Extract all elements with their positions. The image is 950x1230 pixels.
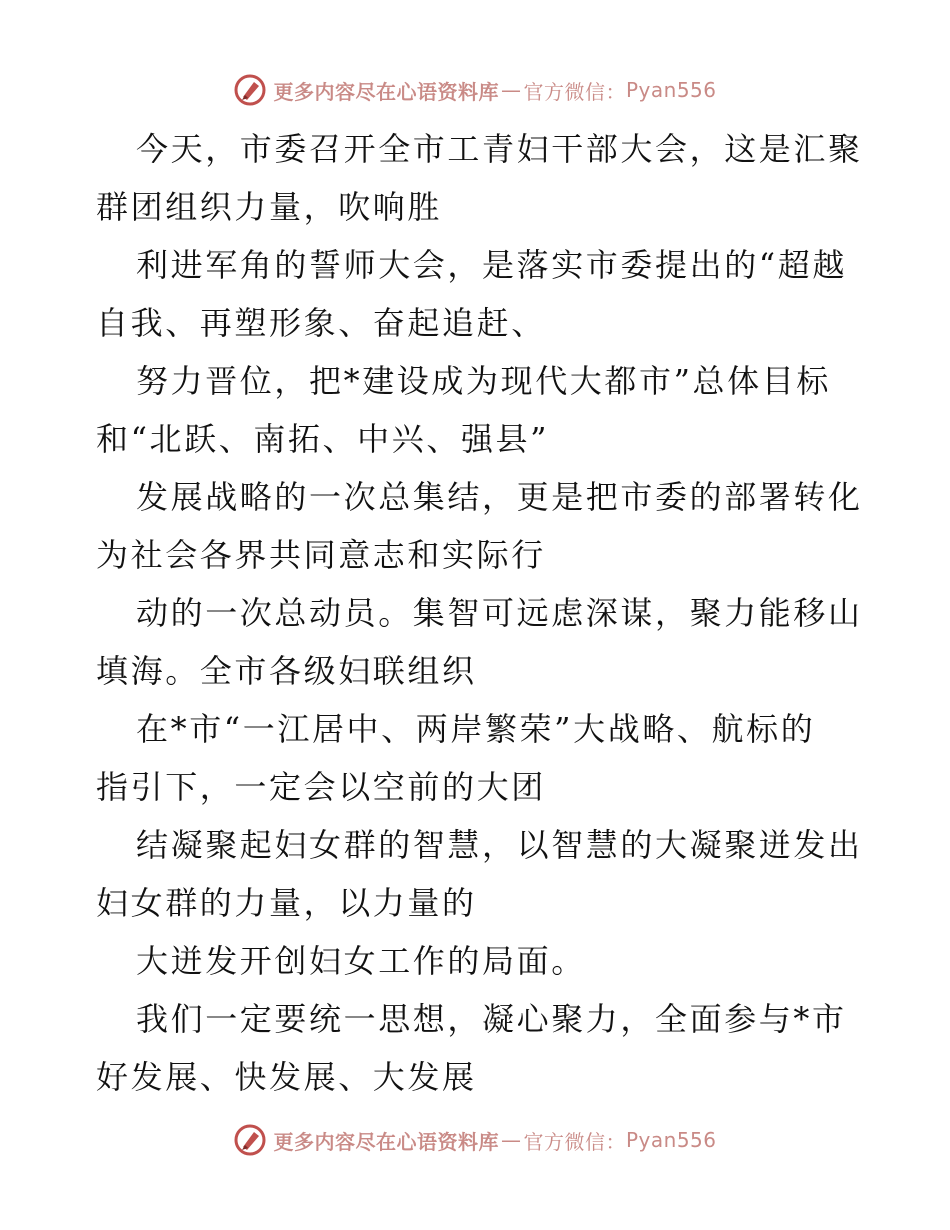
banner-wechat-id: Pyan556 — [625, 1128, 717, 1152]
banner-separator: — — [500, 78, 522, 102]
paragraph-line: 在*市“一江居中、两岸繁荣”大战略、航标的 — [136, 710, 816, 748]
banner-wechat-id: Pyan556 — [625, 78, 717, 102]
paragraph — [96, 352, 856, 468]
paragraph — [96, 932, 856, 990]
banner-wechat-label: 官方微信： — [523, 1129, 626, 1154]
paragraph-line: 好发展、快发展、大发展 — [96, 1058, 477, 1096]
paragraph-line: 结凝聚起妇女群的智慧，以智慧的大凝聚迸发出 — [136, 826, 863, 864]
paragraph-line: 为社会各界共同意志和实际行 — [96, 536, 546, 574]
paragraph-line: 填海。全市各级妇联组织 — [96, 652, 477, 690]
paragraph-line: 我们一定要统一思想，凝心聚力，全面参与*市 — [136, 1000, 847, 1038]
banner-wechat-label: 官方微信： — [523, 79, 626, 104]
paragraph — [96, 584, 863, 700]
paragraph — [96, 816, 863, 932]
paragraph — [96, 120, 863, 236]
paragraph-line: 自我、再塑形象、奋起追赶、 — [96, 304, 546, 342]
paragraph — [96, 468, 863, 584]
paragraph — [96, 700, 856, 816]
paragraph-line: 努力晋位，把*建设成为现代大都市”总体目标 — [136, 362, 831, 400]
header-banner — [0, 70, 950, 110]
banner-title: 更多内容尽在心语资料库 — [273, 1129, 499, 1154]
paragraph — [96, 236, 856, 352]
paragraph — [96, 990, 856, 1106]
paragraph-line: 指引下，一定会以空前的大团 — [96, 768, 546, 806]
footer-banner — [0, 1120, 950, 1160]
paragraph-line: 今天，市委召开全市工青妇干部大会，这是汇聚 — [136, 130, 863, 168]
paragraph-line: 大迸发开创妇女工作的局面。 — [136, 942, 586, 980]
banner-title: 更多内容尽在心语资料库 — [273, 79, 499, 104]
paragraph-line: 群团组织力量，吹响胜 — [96, 188, 443, 226]
pen-nib-circle-icon — [233, 1123, 267, 1157]
paragraph-line: 发展战略的一次总集结，更是把市委的部署转化 — [136, 478, 863, 516]
banner-separator: — — [500, 1128, 522, 1152]
pen-nib-circle-icon — [233, 73, 267, 107]
paragraph-line: 和“北跃、南拓、中兴、强县” — [96, 420, 550, 458]
paragraph-line: 动的一次总动员。集智可远虑深谋，聚力能移山 — [136, 594, 863, 632]
document-body — [96, 120, 863, 1106]
paragraph-line: 利进军角的誓师大会，是落实市委提出的“超越 — [136, 246, 847, 284]
paragraph-line: 妇女群的力量，以力量的 — [96, 884, 477, 922]
